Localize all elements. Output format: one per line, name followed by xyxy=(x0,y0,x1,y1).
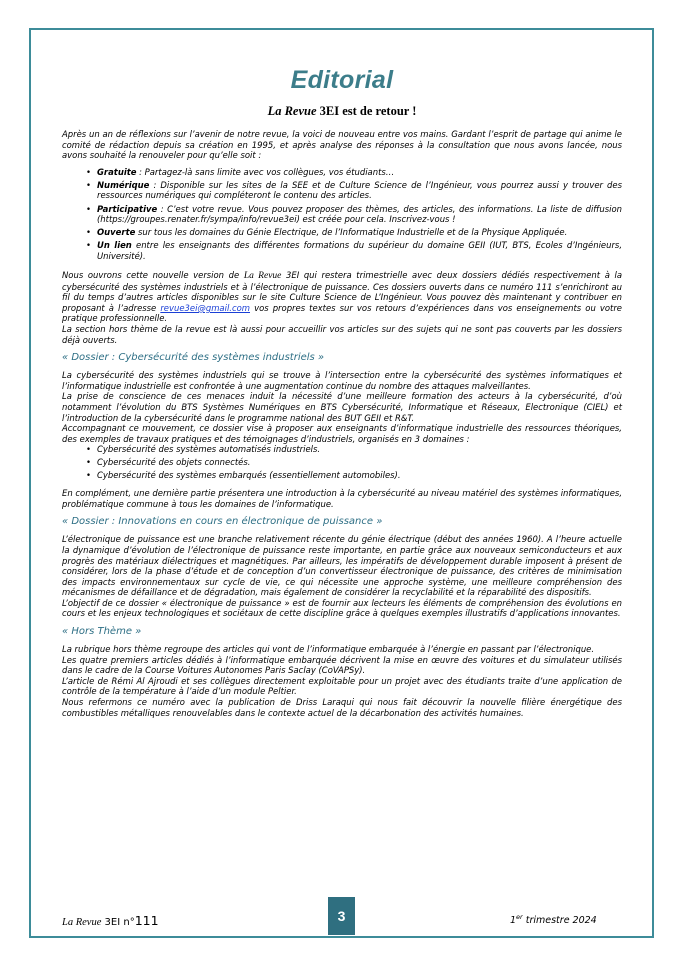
footer-date-ordinal: 1 xyxy=(510,915,517,927)
text-run: vos propres textes sur vos retours d’expériences dans vos enseignements ou votre pratique professionnelle. xyxy=(62,302,622,324)
item-text: Cybersécurité des objets connectés. xyxy=(97,456,251,467)
editorial-body xyxy=(62,129,622,718)
item-text: entre les enseignants des différentes formations du supérieur du domaine GEII (IUT, BTS, Ecoles d’Ingénieurs, Université). xyxy=(97,240,623,261)
hors-theme-paragraph-3: L’article de Rémi Al Ajroudi et ses collègues directement exploitable pour un projet avec des étudiants traite d’une application de contrôle de la température à l’aide d’un module Peltier. xyxy=(62,675,622,697)
cyber-paragraph-3: Accompagnant ce mouvement, ce dossier vise à proposer aux enseignants d’informatique industrielle des ressources théoriques, des exemples de travaux pratiques et des témoignages d’industriels, organisés en 3 domaines : xyxy=(62,423,622,444)
footer-revue: La Revue xyxy=(62,917,102,928)
features-list xyxy=(62,167,622,262)
bullet-icon: • xyxy=(86,456,91,467)
text-run: Nous ouvrons cette nouvelle version de xyxy=(62,270,244,281)
page-number: 3 xyxy=(328,897,355,935)
hors-theme-paragraph-1: La rubrique hors thème regroupe des articles qui vont de l’informatique embarquée à l’énergie en passant par l’électronique. xyxy=(62,644,595,655)
list-item xyxy=(62,180,622,201)
cyber-domains-list xyxy=(62,444,622,480)
page-title: Editorial xyxy=(290,66,394,94)
hors-theme-paragraph-2: Les quatre premiers articles dédiés à l’informatique embarquée décrivent la mise en œuvre des voitures et du simulateur utilisés dans le cadre de la Course Voitures Autonomes Paris Saclay (CoVAPSy). xyxy=(62,654,622,676)
list-item xyxy=(62,167,622,178)
footer-issue-number: 111 xyxy=(134,913,159,928)
item-text: : Partagez-là sans limite avec vos collègues, vos étudiants… xyxy=(136,166,395,177)
item-keyword: Un lien xyxy=(97,240,132,251)
item-keyword: Participative xyxy=(97,203,158,214)
item-text: : Disponible sur les sites de la SEE et de Culture Science de l’Ingénieur, vous pourrez aussi y trouver des ressources numériques qui compléteront le contenu des articles. xyxy=(97,179,622,201)
bullet-icon: • xyxy=(86,203,91,214)
item-text: Cybersécurité des systèmes embarqués (essentiellement automobiles). xyxy=(97,469,401,480)
list-item xyxy=(62,240,622,261)
intro-paragraph-2 xyxy=(62,270,622,324)
email-link[interactable]: revue3ei@gmail.com xyxy=(160,302,250,313)
bullet-icon: • xyxy=(86,444,91,455)
list-item xyxy=(62,470,622,481)
bullet-icon: • xyxy=(86,240,91,251)
intro-paragraph-3: La section hors thème de la revue est là aussi pour accueillir vos articles sur des sujets qui ne sont pas couverts par les dossiers déjà ouverts. xyxy=(62,324,622,345)
item-keyword: Ouverte xyxy=(97,227,136,238)
bullet-icon: • xyxy=(86,469,91,480)
section-heading-hors-theme: « Hors Thème » xyxy=(62,626,142,638)
subtitle-revue: La Revue xyxy=(267,104,317,118)
bullet-icon: • xyxy=(86,166,91,177)
list-item xyxy=(62,227,622,238)
cyber-paragraph-4: En complément, une dernière partie présentera une introduction à la cybersécurité au niveau matériel des systèmes informatiques, problématique commune à tous les domaines de l’informatique. xyxy=(62,488,622,509)
page-subtitle xyxy=(0,104,684,119)
section-heading-power-electronics: « Dossier : Innovations en cours en électronique de puissance » xyxy=(62,516,383,528)
power-paragraph-1: L’électronique de puissance est une branche relativement récente du génie électrique (début des années 1960). A l’heure actuelle la dynamique d’évolution de l’électronique de puissance reste importante, en partie grâce aux nouveaux semiconducteurs et aux progrès des matériaux diélectriques et magnétiques. Par ailleurs, les impératifs de développement durable imposent à présent de considérer, lors de la phase d’étude et de conception d’un convertisseur électronique de puissance, des critères de minimisation des impacts environnementaux sur cycle de vie, ce qui nécessite une approche système, une meilleure compréhension des mécanismes de défaillance et de dégradation, mais également de considérer la recyclabilité et la réparabilité des dispositifs. xyxy=(62,534,622,598)
item-keyword: Gratuite xyxy=(97,166,137,177)
revue-name: La Revue xyxy=(243,271,282,282)
item-text: sur tous les domaines du Génie Electrique, de l’Informatique Industrielle et de la Physique Appliquée. xyxy=(135,227,568,238)
list-item xyxy=(62,457,622,468)
bullet-icon: • xyxy=(86,227,91,238)
subtitle-rest: 3EI est de retour ! xyxy=(316,104,417,118)
text-run: 3EI qui restera trimestrielle avec deux dossiers dédiés respectivement à la cybersécurité des systèmes industriels et à l’électronique de puissance. Ces dossiers ouverts dans ce numéro 111 s’enrichiront au fil du temps d’autres articles disponibles sur le site Culture Science de L’Ingénieur. Vous pouvez dès maintenant y contribuer en proposant à l’adresse xyxy=(62,270,623,313)
intro-paragraph: Après un an de réflexions sur l’avenir de notre revue, la voici de nouveau entre vos mains. Gardant l’esprit de partage qui anime le comité de rédaction depuis sa création en 1995, et après analyse des réponses à la consultation que nous avons lancée, nous avons souhaité la renouveler pour qu’elle soit : xyxy=(62,129,622,161)
footer-issue xyxy=(62,913,159,928)
hors-theme-paragraph-4: Nous refermons ce numéro avec la publication de Driss Laraqui qui nous fait découvrir la nouvelle filière énergétique des combustibles métalliques renouvelables dans le contexte actuel de la décarbonation des activités humaines. xyxy=(62,697,622,718)
item-keyword: Numérique xyxy=(97,179,150,190)
list-item xyxy=(62,204,622,225)
item-text: Cybersécurité des systèmes automatisés industriels. xyxy=(97,444,321,455)
cyber-paragraph-2: La prise de conscience de ces menaces induit la nécessité d’une meilleure formation des acteurs à la cybersécurité, d’où notamment l’évolution du BTS Systèmes Numériques en BTS Cybersécurité, Informatique et Réseaux, Electronique (CIEL) et l’introduction de la cybersécurité dans le programme national des BUT GEII et R&T. xyxy=(62,391,622,423)
footer-date-text: trimestre 2024 xyxy=(522,915,597,927)
list-item xyxy=(62,444,622,455)
item-text: : C’est votre revue. Vous pouvez proposer des thèmes, des articles, des informations. La liste de diffusion (https://groupes.renater.fr/sympa/info/revue3ei) est créée pour cela. Inscrivez-vous ! xyxy=(97,203,622,225)
cyber-paragraph-1: La cybersécurité des systèmes industriels qui se trouve à l’intersection entre la cybersécurité des systèmes informatiques et l’informatique industrielle est confrontée à une augmentation continue du nombre des attaques malveillantes. xyxy=(62,370,622,391)
footer-date xyxy=(510,913,597,926)
footer-label: 3EI n° xyxy=(101,917,135,928)
section-heading-cybersecurity: « Dossier : Cybersécurité des systèmes industriels » xyxy=(62,352,325,364)
power-paragraph-2: L’objectif de ce dossier « électronique de puissance » est de fournir aux lecteurs les éléments de compréhension des évolutions en cours et les enjeux technologiques et sociétaux de cette discipline grâce à quelques exemples illustratifs d’applications innovantes. xyxy=(62,597,622,619)
footer-date-suffix: er xyxy=(516,913,523,921)
bullet-icon: • xyxy=(86,179,91,190)
